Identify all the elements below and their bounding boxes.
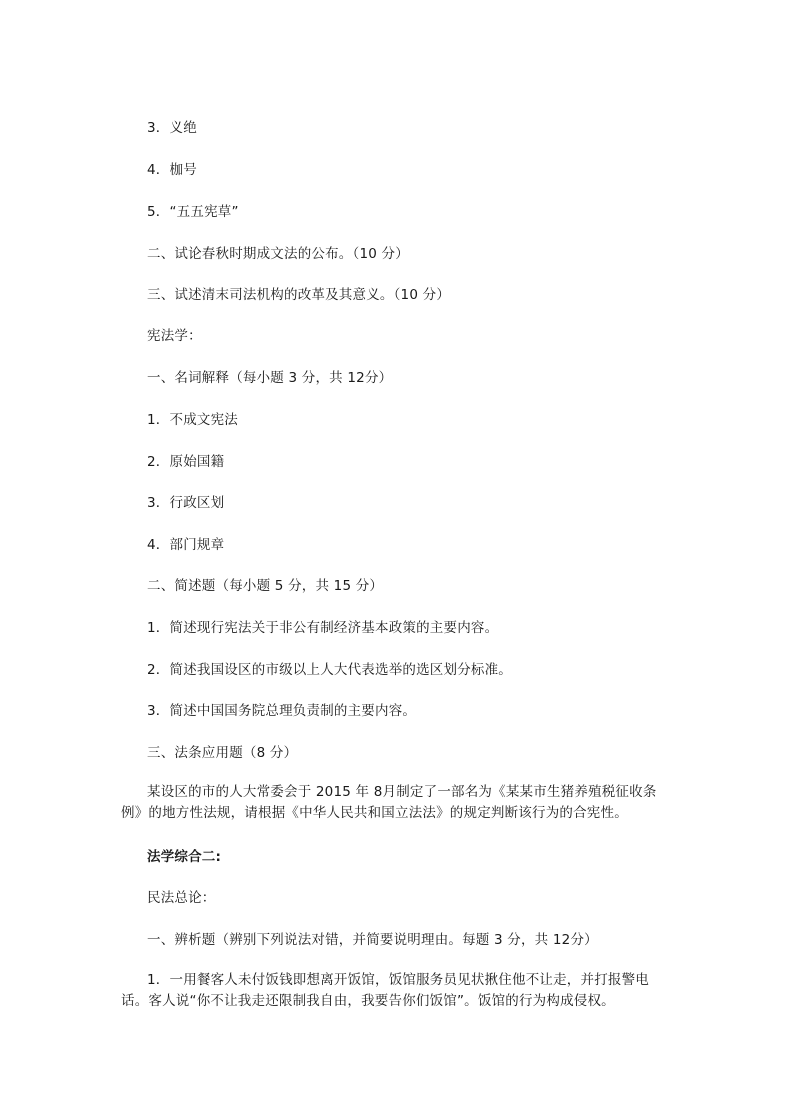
heading-statute-application: 三、法条应用题（8 分） — [147, 745, 298, 761]
term-administrative-division: 3．行政区划 — [147, 495, 225, 511]
question-chunqiu: 二、试论春秋时期成文法的公布。（10 分） — [147, 246, 409, 262]
item-wuwu-xiancao: 5．“五五宪草” — [147, 204, 239, 220]
statute-application-paragraph: 某设区的市的人大常委会于 2015 年 8月制定了一部名为《某某市生猪养殖税征收条例》的地方性法规，请根据《中华人民共和国立法法》的规定判断该行为的合宪性。 — [121, 784, 657, 821]
section-heading-law-comprehensive-2: 法学综合二: — [147, 849, 222, 865]
term-original-nationality: 2．原始国籍 — [147, 454, 225, 470]
heading-short-answer: 二、简述题（每小题 5 分，共 15 分） — [147, 578, 384, 594]
heading-term-explanation: 一、名词解释（每小题 3 分，共 12分） — [147, 370, 393, 386]
question-electoral-district: 2．简述我国设区的市级以上人大代表选举的选区划分标准。 — [147, 662, 512, 678]
question-qingmo: 三、试述清末司法机构的改革及其意义。（10 分） — [147, 287, 451, 303]
question-non-public-economy: 1．简述现行宪法关于非公有制经济基本政策的主要内容。 — [147, 620, 499, 636]
subject-constitutional-law: 宪法学： — [147, 328, 202, 344]
term-department-rules: 4．部门规章 — [147, 537, 225, 553]
subject-civil-law: 民法总论： — [147, 890, 216, 906]
item-yijue: 3．义绝 — [147, 120, 197, 136]
discrimination-question-1: 1．一用餐客人未付饭钱即想离开饭馆，饭馆服务员见状揪住他不让走，并打报警电话。客人说“你不让我走还限制我自由，我要告你们饭馆”。饭馆的行为构成侵权。 — [121, 972, 649, 1009]
term-unwritten-constitution: 1．不成文宪法 — [147, 412, 238, 428]
item-jiahao: 4．枷号 — [147, 162, 197, 178]
heading-discrimination-questions: 一、辨析题（辨别下列说法对错，并简要说明理由。每题 3 分，共 12分） — [147, 932, 598, 948]
question-premier-responsibility: 3．简述中国国务院总理负责制的主要内容。 — [147, 703, 417, 719]
